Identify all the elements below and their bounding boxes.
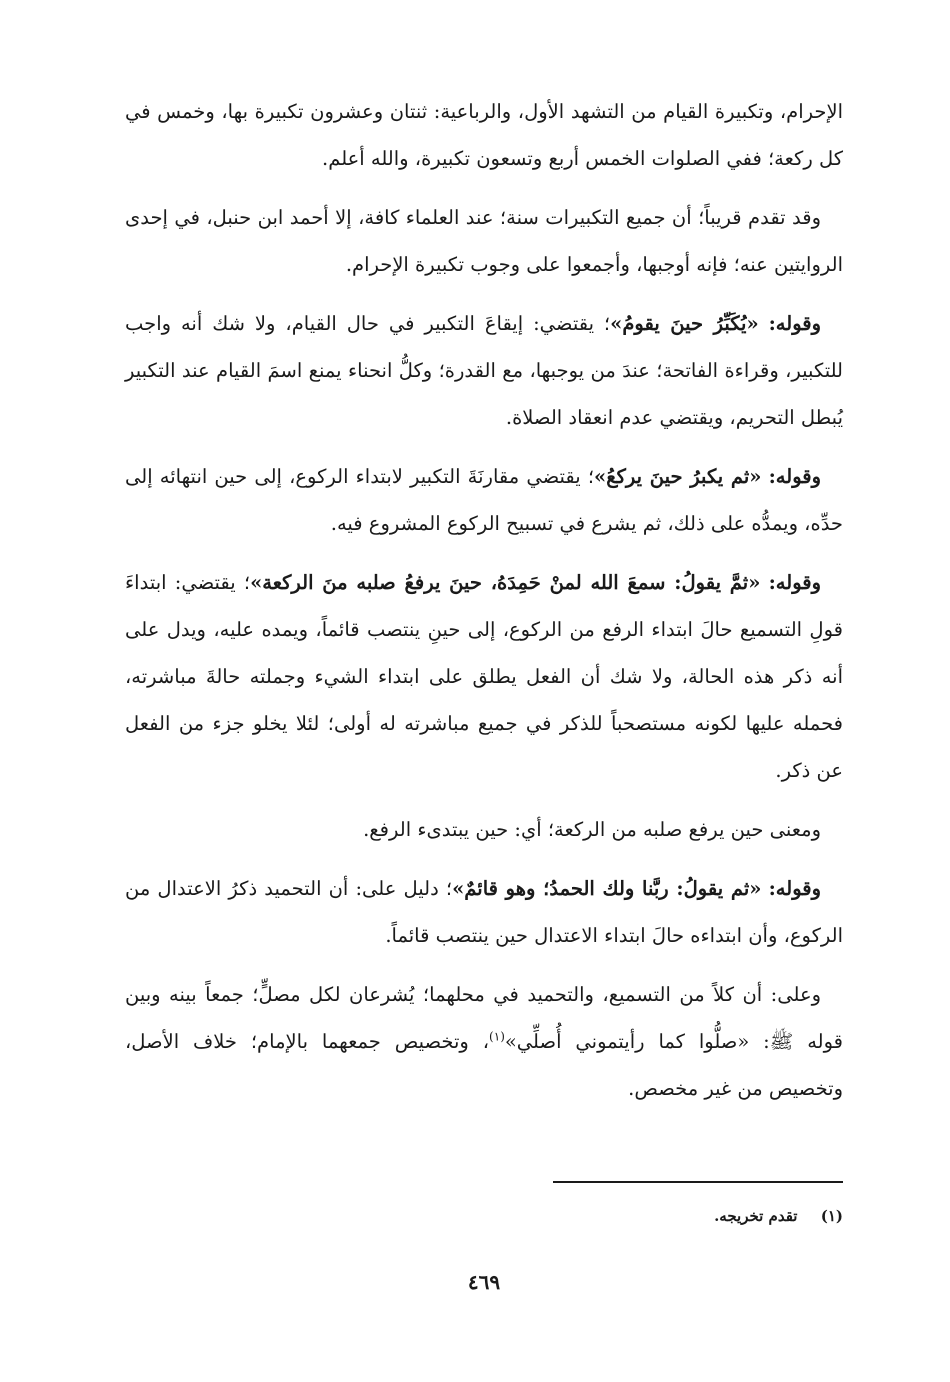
footnote-reference[interactable]: (١) bbox=[489, 1029, 505, 1044]
footnote-text: تقدم تخريجه. bbox=[714, 1207, 798, 1225]
paragraph-3 bbox=[125, 300, 843, 441]
paragraph-7 bbox=[125, 865, 843, 959]
paragraph-text: وقد تقدم قريباً؛ أن جميع التكبيرات سنة؛ عند العلماء كافة، إلا أحمد ابن حنبل، في إحدى الروايتين عنه؛ فإنه أوجبها، وأجمعوا على وجوب تكبيرة الإحرام. bbox=[125, 206, 843, 276]
paragraph-text: الإحرام، وتكبيرة القيام من التشهد الأول، والرباعية: ثنتان وعشرون تكبيرة بها، وخمس في كل ركعة؛ ففي الصلوات الخمس أربع وتسعون تكبيرة، والله أعلم. bbox=[125, 100, 843, 170]
main-text bbox=[125, 88, 843, 1112]
paragraph-text: وعلى: أن كلاً من التسميع، والتحميد في محلهما؛ يُشرعان لكل مصلٍّ؛ جمعاً بينه وبين قوله ﷺ: «صلُّوا كما رأيتموني أُصلِّي» bbox=[125, 983, 843, 1053]
paragraph-text: ؛ دليل على: أن التحميد ذكرُ الاعتدال من الركوع، وأن ابتداءه حالَ ابتداء الاعتدال حين ينتصب قائماً. bbox=[125, 877, 843, 947]
paragraph-8 bbox=[125, 971, 843, 1112]
footnote bbox=[125, 1201, 843, 1231]
paragraph-4 bbox=[125, 453, 843, 547]
hadith-quote: «ثم يقولُ: ربَّنا ولك الحمدُ؛ وهو قائمٌ» bbox=[452, 877, 762, 900]
paragraph-lead: وقوله: bbox=[768, 571, 822, 594]
paragraph-lead: وقوله: bbox=[768, 877, 821, 900]
paragraph-1 bbox=[125, 88, 843, 182]
paragraph-text: ؛ يقتضي مقارنَةَ التكبير لابتداء الركوع، إلى حين انتهائه إلى حدِّه، ويمدُّه على ذلك، ثم يشرع في تسبيح الركوع المشروع فيه. bbox=[125, 465, 843, 535]
paragraph-text-tail: ، وتخصيص جمعهما بالإمام؛ خلاف الأصل، وتخصيص من غير مخصص. bbox=[125, 1030, 843, 1100]
hadith-quote: «ثم يكبرُ حينَ يركعُ» bbox=[594, 465, 762, 488]
paragraph-6 bbox=[125, 806, 843, 853]
footnote-divider bbox=[553, 1181, 843, 1183]
paragraph-5 bbox=[125, 559, 843, 794]
book-page bbox=[125, 88, 843, 1348]
footnote-number: (١) bbox=[820, 1207, 843, 1225]
hadith-quote: «يُكَبِّرُ حينَ يقومُ» bbox=[610, 312, 759, 335]
paragraph-text: ومعنى حين يرفع صلبه من الركعة؛ أي: حين يبتدىء الرفع. bbox=[363, 818, 821, 841]
paragraph-text: ؛ يقتضي: إيقاعَ التكبير في حال القيام، ولا شك أنه واجب للتكبير، وقراءة الفاتحة؛ عندَ من يوجبها، مع القدرة؛ وكلُّ انحناء يمنع اسمَ القيام عند التكبير يُبطل التحريم، ويقتضي عدم انعقاد الصلاة. bbox=[125, 312, 843, 429]
paragraph-text: ؛ يقتضي: ابتداءَ قولِ التسميع حالَ ابتداء الرفع من الركوع، إلى حينِ ينتصب قائماً، ويمده عليه، ويدل على أنه ذكر هذه الحالة، ولا شك أن الفعل يطلق على ابتداء الشيء وجملته حالةَ مباشرته، فحمله عليها لكونه مستصحباً للذكر في جميع مباشرته له أولى؛ لئلا يخلو جزء من الفعل عن ذكر. bbox=[125, 571, 843, 782]
paragraph-lead: وقوله: bbox=[768, 465, 821, 488]
paragraph-lead: وقوله: bbox=[768, 312, 821, 335]
hadith-quote: «ثمَّ يقولُ: سمعَ الله لمنْ حَمِدَهُ، حينَ يرفعُ صلبه منَ الركعة» bbox=[250, 571, 761, 594]
paragraph-2 bbox=[125, 194, 843, 288]
page-number: ٤٦٩ bbox=[467, 1270, 501, 1294]
